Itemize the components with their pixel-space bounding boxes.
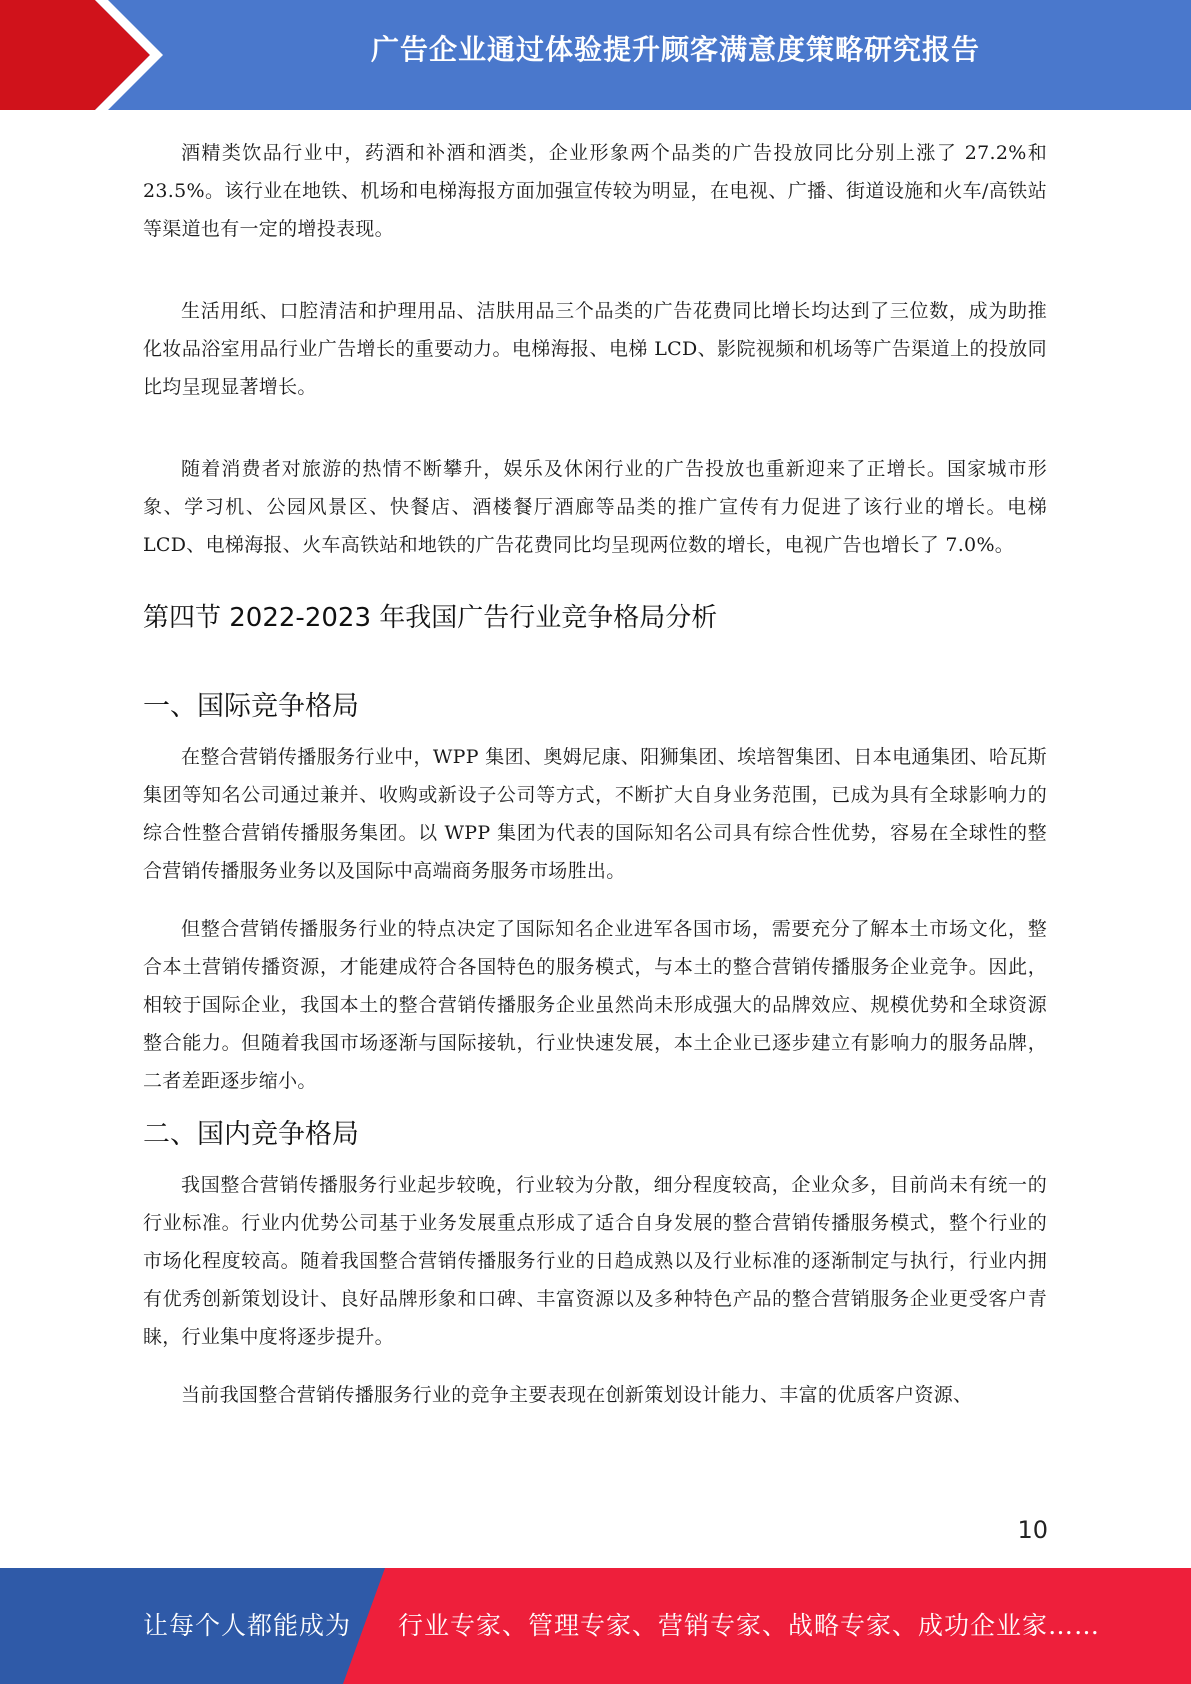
paragraph: 酒精类饮品行业中，药酒和补酒和酒类，企业形象两个品类的广告投放同比分别上涨了 27.2%和 23.5%。该行业在地铁、机场和电梯海报方面加强宣传较为明显，在电视、广播、街道设施和火车/高铁站等渠道也有一定的增投表现。 [143,142,1047,240]
document-body [143,134,1047,1414]
page-number: 10 [1017,1516,1048,1544]
paragraph: 我国整合营销传播服务行业起步较晚，行业较为分散，细分程度较高，企业众多，目前尚未有统一的行业标准。行业内优势公司基于业务发展重点形成了适合自身发展的整合营销传播服务模式，整个行业的市场化程度较高。随着我国整合营销传播服务行业的日趋成熟以及行业标准的逐渐制定与执行，行业内拥有优秀创新策划设计、良好品牌形象和口碑、丰富资源以及多种特色产品的整合营销服务企业更受客户青睐，行业集中度将逐步提升。 [143,1174,1047,1348]
footer-slogan-right: 行业专家、管理专家、营销专家、战略专家、成功企业家…… [398,1611,1101,1640]
section-title: 第四节 2022-2023 年我国广告行业竞争格局分析 [143,603,718,633]
paragraph: 随着消费者对旅游的热情不断攀升，娱乐及休闲行业的广告投放也重新迎来了正增长。国家城市形象、学习机、公园风景区、快餐店、酒楼餐厅酒廊等品类的推广宣传有力促进了该行业的增长。电梯 LCD、电梯海报、火车高铁站和地铁的广告花费同比均呈现两位数的增长，电视广告也增长了 7.0%。 [143,458,1047,556]
subsection-title-domestic: 二、国内竞争格局 [143,1119,359,1150]
paragraph: 生活用纸、口腔清洁和护理用品、洁肤用品三个品类的广告花费同比增长均达到了三位数，成为助推化妆品浴室用品行业广告增长的重要动力。电梯海报、电梯 LCD、影院视频和机场等广告渠道上的投放同比均呈现显著增长。 [143,300,1047,398]
paragraph: 在整合营销传播服务行业中，WPP 集团、奥姆尼康、阳狮集团、埃培智集团、日本电通集团、哈瓦斯集团等知名公司通过兼并、收购或新设子公司等方式，不断扩大自身业务范围，已成为具有全球影响力的综合性整合营销传播服务集团。以 WPP 集团为代表的国际知名公司具有综合性优势，容易在全球性的整合营销传播服务业务以及国际中高端商务服务市场胜出。 [143,746,1047,882]
header-title: 广告企业通过体验提升顾客满意度策略研究报告 [370,33,980,66]
footer-slogan-left: 让每个人都能成为 [143,1611,352,1640]
page-footer [0,1568,1191,1684]
page-header [0,0,1191,110]
subsection-title-international: 一、国际竞争格局 [143,691,359,722]
paragraph: 但整合营销传播服务行业的特点决定了国际知名企业进军各国市场，需要充分了解本土市场文化，整合本土营销传播资源，才能建成符合各国特色的服务模式，与本土的整合营销传播服务企业竞争。因此，相较于国际企业，我国本土的整合营销传播服务企业虽然尚未形成强大的品牌效应、规模优势和全球资源整合能力。但随着我国市场逐渐与国际接轨，行业快速发展，本土企业已逐步建立有影响力的服务品牌，二者差距逐步缩小。 [143,918,1047,1092]
paragraph: 当前我国整合营销传播服务行业的竞争主要表现在创新策划设计能力、丰富的优质客户资源、 [181,1384,973,1406]
header-red-chevron [0,0,150,110]
